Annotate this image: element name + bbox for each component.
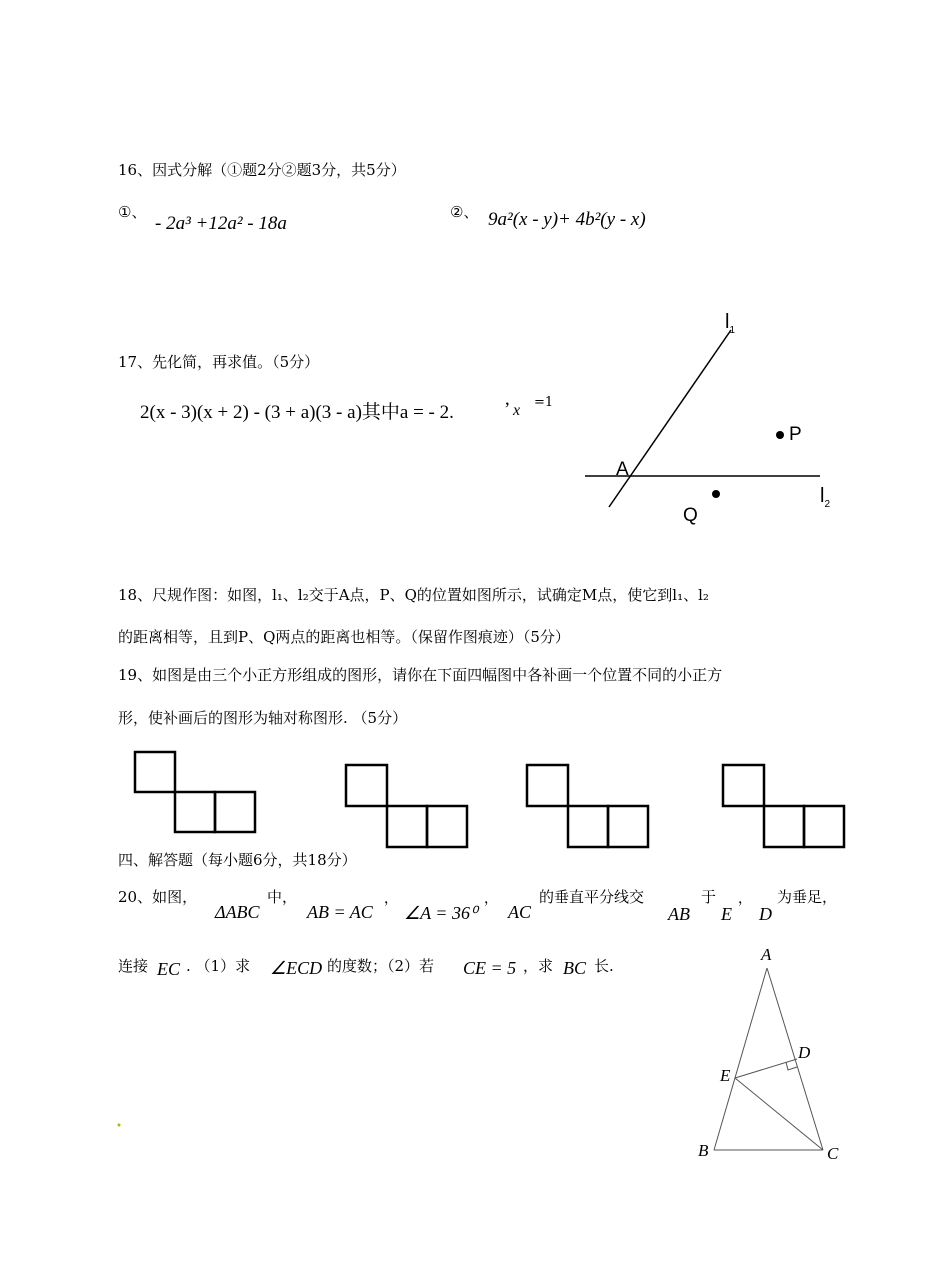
- q16-part2-label: ②、: [450, 203, 479, 221]
- q17-tail-comma: ’: [504, 399, 511, 420]
- q20-line2-a: 连接: [118, 957, 149, 975]
- label-q: Q: [683, 505, 698, 526]
- q20-ce-eq: CE = 5: [463, 958, 517, 978]
- q20-ac: AC: [508, 902, 532, 922]
- q18-line1: 18、尺规作图：如图，l₁、l₂交于A点，P、Q的位置如图所示，试确定M点，使它到l₁、l₂: [118, 586, 709, 604]
- q17-expression: 2(x - 3)(x + 2) - (3 + a)(3 - a)其中a = - 2.: [140, 402, 454, 423]
- q16-title: 16、因式分解（①题2分②题3分，共5分）: [118, 161, 406, 179]
- q20-comma1: ，: [384, 892, 398, 907]
- side-ac: [767, 968, 823, 1150]
- fig20-label-b: B: [698, 1141, 709, 1160]
- q18-line2: 的距离相等，且到P、Q两点的距离也相等。（保留作图痕迹）（5分）: [118, 628, 570, 646]
- label-a: A: [616, 459, 629, 480]
- q20-zhong: 中，: [267, 888, 298, 906]
- q20-prefix: 20、如图，: [118, 888, 198, 906]
- figure-19-squares: [135, 752, 844, 847]
- dot-mark: [118, 1124, 121, 1127]
- q20-ab: AB: [668, 904, 690, 924]
- segment-ec: [735, 1078, 823, 1150]
- section-4-title: 四、解答题（每小题6分，共18分）: [118, 851, 357, 869]
- side-ab: [714, 968, 767, 1150]
- q20-ab-eq-ac: AB = AC: [307, 902, 373, 922]
- q20-e: E: [721, 904, 732, 924]
- q20-bc: BC: [563, 958, 587, 978]
- q20-text1: 的垂直平分线交: [539, 888, 645, 906]
- q20-ec: EC: [157, 959, 181, 979]
- fig20-label-e: E: [720, 1066, 731, 1085]
- point-p: [776, 431, 784, 439]
- q20-line2-e: 长.: [594, 957, 614, 975]
- right-angle-mark: [786, 1062, 797, 1070]
- q20-line2-c: 的度数；（2）若: [327, 957, 435, 975]
- q20-angle-ecd: ∠ECD: [270, 958, 323, 978]
- label-l2: $l_2$: [820, 485, 831, 510]
- q20-angle-a: ∠A = 36⁰: [404, 903, 478, 923]
- fig20-label-d: D: [798, 1043, 811, 1062]
- label-l1: $l_1$: [725, 311, 736, 336]
- q20-comma3: ，: [738, 892, 752, 907]
- point-q: [712, 490, 720, 498]
- q17-title: 17、先化简，再求值。（5分）: [118, 353, 320, 371]
- q16-part1-label: ①、: [118, 203, 147, 221]
- q16-part1-expression: - 2a³ +12a² - 18a: [155, 213, 287, 234]
- q20-triangle: ΔABC: [215, 902, 260, 922]
- q19-line1: 19、如图是由三个小正方形组成的图形，请你在下面四幅图中各补画一个位置不同的小正方: [118, 666, 723, 684]
- q20-line2-b: . （1）求: [186, 957, 251, 975]
- figure-18: [585, 330, 820, 507]
- q20-text2: 为垂足，: [777, 888, 838, 906]
- q20-yu: 于: [701, 888, 717, 906]
- fig20-label-a: A: [761, 945, 772, 964]
- q20-comma2: ，: [484, 892, 498, 907]
- q19-line2: 形，使补画后的图形为轴对称图形. （5分）: [118, 709, 408, 727]
- q20-d: D: [759, 904, 772, 924]
- fig20-label-c: C: [827, 1144, 839, 1163]
- q20-line2-d: ，求: [523, 957, 554, 975]
- line-l1: [609, 330, 731, 507]
- label-p: P: [789, 424, 802, 445]
- q17-tail-x: x: [513, 402, 521, 419]
- q17-tail-eq: =1: [534, 395, 554, 410]
- q16-part2-expression: 9a²(x - y)+ 4b²(y - x): [488, 209, 646, 230]
